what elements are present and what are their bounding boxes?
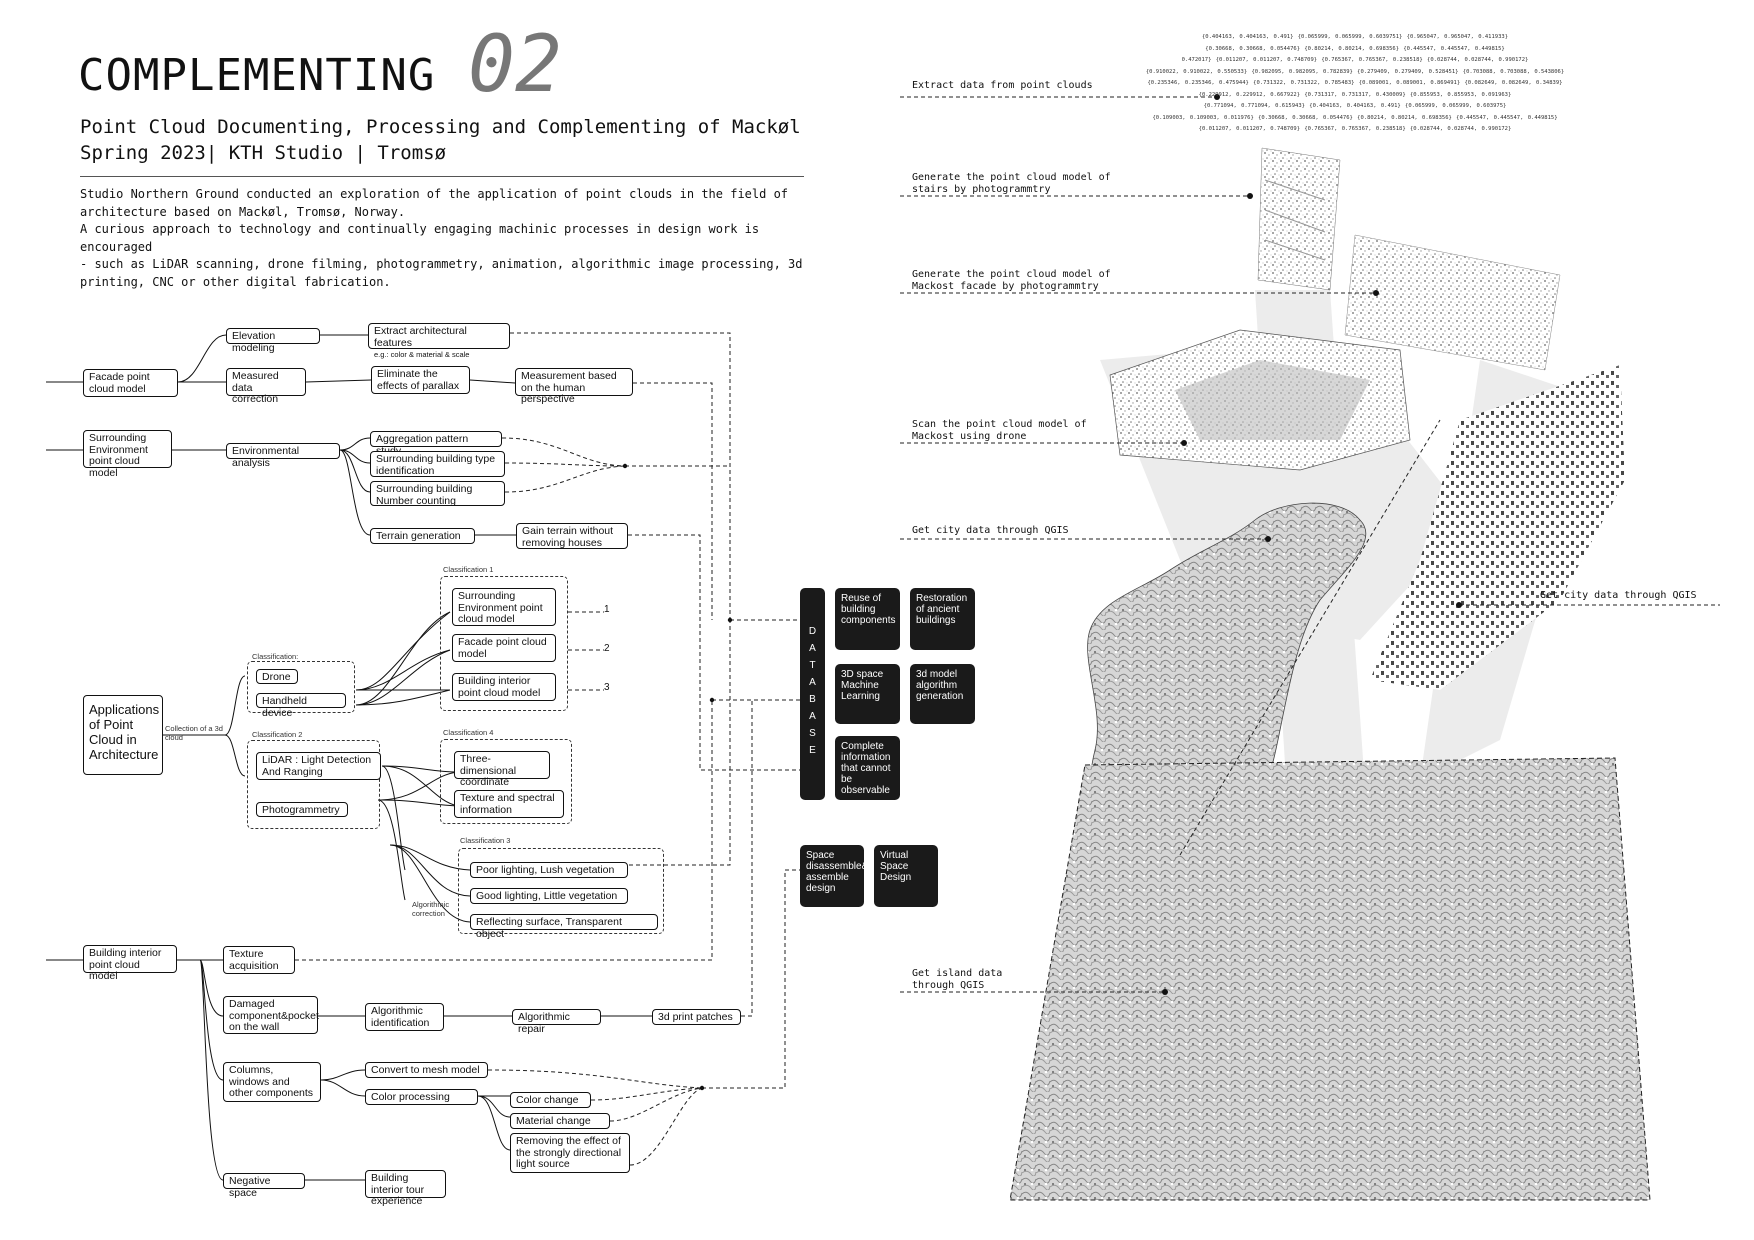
extract-features-label: Extract architectural features	[374, 325, 467, 349]
extract-features-sub: e.g.: color & material & scale	[374, 350, 470, 359]
coordinate-line: {0.910022, 0.910022, 0.550533} {0.982095, 0.982095, 0.782839} {0.279409, 0.279409, 0.528451} {0.703088, 0.703088, 0.543806}	[1145, 68, 1565, 75]
ml-box: 3D space Machine Learning	[835, 664, 900, 724]
texture-acquisition-box: Texture acquisition	[223, 946, 295, 974]
color-change-box: Color change	[510, 1092, 591, 1108]
coordinate-line: 0.472017} {0.011207, 0.011207, 0.748709} {0.765367, 0.765367, 0.238518} {0.028744, 0.028744, 0.990172}	[1181, 57, 1529, 63]
intro-line: Studio Northern Ground conducted an exploration of the application of point clouds in the field of	[80, 187, 789, 201]
algorithm-gen-box: 3d model algorithm generation	[910, 664, 975, 724]
restoration-box: Restoration of ancient buildings	[910, 588, 975, 650]
measured-correction-box: Measured data correction	[226, 368, 306, 396]
annotation-facade: Generate the point cloud model of Mackost facade by photogrammtry	[912, 269, 1111, 292]
side-number: 1	[604, 604, 610, 615]
reuse-box: Reuse of building components	[835, 588, 900, 650]
coordinate-line: {0.011207, 0.011207, 0.748709} {0.765367, 0.765367, 0.238518} {0.028744, 0.028744, 0.990172}	[1198, 126, 1512, 132]
coordinate-line: {0.771094, 0.771094, 0.615943} {0.404163, 0.404163, 0.491} {0.065999, 0.065999, 0.603975}	[1203, 103, 1507, 109]
page-title: COMPLEMENTING	[78, 50, 436, 101]
aggregation-box: Aggregation pattern	[370, 431, 502, 447]
reflecting-box: Reflecting surface, Transparent object	[470, 914, 658, 930]
damaged-box: Damaged component&pocket on the wall	[223, 996, 318, 1034]
drone-box: Drone	[256, 669, 298, 684]
applications-box: Applications of Point Cloud in Architecture	[83, 695, 163, 775]
coordinate-line: {0.109003, 0.109003, 0.011976} {0.30668, 0.30668, 0.054476} {0.80214, 0.80214, 0.698356} {0.445547, 0.445547, 0.449815}	[1152, 114, 1558, 121]
terrain-generation-box: Terrain generation	[370, 528, 475, 544]
annotation-extract: Extract data from point clouds	[912, 80, 1093, 91]
three-dim-box: Three-dimensional coordinate	[454, 751, 550, 779]
intro-line: - such as LiDAR scanning, drone filming, photogrammetry, animation, algorithmic image processing, 3d	[80, 257, 803, 271]
stairs-point-cloud	[1258, 148, 1340, 290]
side-number: 3	[604, 682, 610, 693]
environmental-analysis-box: Environmental analysis	[226, 443, 340, 459]
photogrammetry-box: Photogrammetry	[256, 802, 348, 817]
island-map	[1010, 758, 1650, 1200]
removing-effect-box: Removing the effect of the strongly directional light source	[510, 1133, 630, 1173]
algorithm-correction-label: Algorithmic correction	[412, 900, 450, 918]
building-type-box: Surrounding building type identification	[370, 451, 505, 477]
gain-terrain-box: Gain terrain without removing houses	[516, 523, 628, 549]
annotation-island: Get island data through QGIS	[912, 968, 1003, 991]
annotation-city-2: Get city data through QGIS	[1540, 590, 1697, 601]
handheld-box: Handheld device	[256, 693, 346, 708]
coordinate-readout	[1100, 32, 1610, 136]
algorithmic-identification-box: Algorithmic identification	[365, 1003, 444, 1031]
c1-interior-box: Building interior point cloud model	[452, 673, 556, 701]
building-number-box: Surrounding building Number counting	[370, 481, 505, 506]
mesh-model-box: Convert to mesh model	[365, 1062, 488, 1078]
elevation-modeling-box: Elevation modeling	[226, 328, 320, 344]
virtual-space-box: Virtual Space Design	[874, 845, 938, 907]
subtitle-project: Point Cloud Documenting, Processing and Complementing of Mackøl	[80, 116, 801, 138]
material-change-box: Material change	[510, 1113, 610, 1129]
poor-lighting-box: Poor lighting, Lush vegetation	[470, 862, 628, 878]
lidar-box: LiDAR : Light Detection And Ranging	[256, 752, 381, 780]
space-assemble-box: Space disassemble& assemble design	[800, 845, 864, 907]
classification-1-label: Classification 1	[443, 565, 494, 574]
color-processing-box: Color processing	[365, 1089, 478, 1105]
texture-spectral-box: Texture and spectral information	[454, 790, 564, 818]
negative-space-box: Negative space	[223, 1173, 305, 1189]
intro-line: architecture based on Mackøl, Tromsø, Norway.	[80, 204, 406, 219]
c1-facade-box: Facade point cloud model	[452, 634, 556, 662]
coordinate-line: {0.235346, 0.235346, 0.475944} {0.731322, 0.731322, 0.785483} {0.089001, 0.089001, 0.869491} {0.082649, 0.082649, 0.34839}	[1147, 80, 1563, 86]
side-number: 2	[604, 643, 610, 654]
columns-box: Columns, windows and other components	[223, 1062, 321, 1102]
coordinate-line: {0.229912, 0.229912, 0.667922} {0.731317, 0.731317, 0.430009} {0.855953, 0.855953, 0.091963}	[1198, 91, 1512, 98]
page-number: 02	[468, 20, 562, 110]
measurement-human-box: Measurement based on the human perspective	[515, 368, 633, 396]
good-lighting-box: Good lighting, Little vegetation	[470, 888, 628, 904]
facade-model-box: Facade point cloud model	[83, 369, 178, 397]
interior-model-box: Building interior point cloud model	[83, 945, 177, 973]
annotation-city-1: Get city data through QGIS	[912, 525, 1069, 536]
collection-label: Collection of a 3d cloud	[165, 724, 223, 742]
patches-box: 3d print patches	[652, 1009, 741, 1025]
drone-point-cloud	[1110, 330, 1410, 470]
classification-2-label: Classification 2	[252, 730, 303, 739]
classification-3-label: Classification 3	[460, 836, 511, 845]
subtitle-studio: Spring 2023| KTH Studio | Tromsø	[80, 142, 447, 164]
annotation-stairs: Generate the point cloud model of stairs by photogrammtry	[912, 172, 1111, 195]
algorithmic-repair-box: Algorithmic repair	[512, 1009, 601, 1025]
surrounding-model-box: Surrounding Environment point cloud model	[83, 430, 172, 468]
classification-4-label: Classification 4	[443, 728, 494, 737]
intro-line: printing, CNC or other digital fabrication.	[80, 274, 391, 289]
coordinate-line: {0.404163, 0.404163, 0.491} {0.065999, 0.065999, 0.6039751} {0.965047, 0.965047, 0.411933}	[1201, 34, 1508, 40]
annotation-scan: Scan the point cloud model of Mackost using drone	[912, 419, 1087, 442]
coordinate-line: {0.30668, 0.30668, 0.054476} {0.80214, 0.80214, 0.698356} {0.445547, 0.445547, 0.449815}	[1205, 45, 1505, 52]
complete-info-box: Complete information that cannot be observable	[835, 736, 900, 800]
classification-label: Classification:	[252, 652, 299, 661]
intro-line: A curious approach to technology and continually engaging machinic processes in design work is encouraged	[80, 222, 760, 254]
interior-tour-box: Building interior tour experience	[365, 1170, 446, 1198]
c1-surrounding-box: Surrounding Environment point cloud model	[452, 588, 556, 626]
database-label: DATABASE	[807, 626, 818, 762]
eliminate-parallax-box: Eliminate the effects of parallax	[371, 366, 470, 394]
